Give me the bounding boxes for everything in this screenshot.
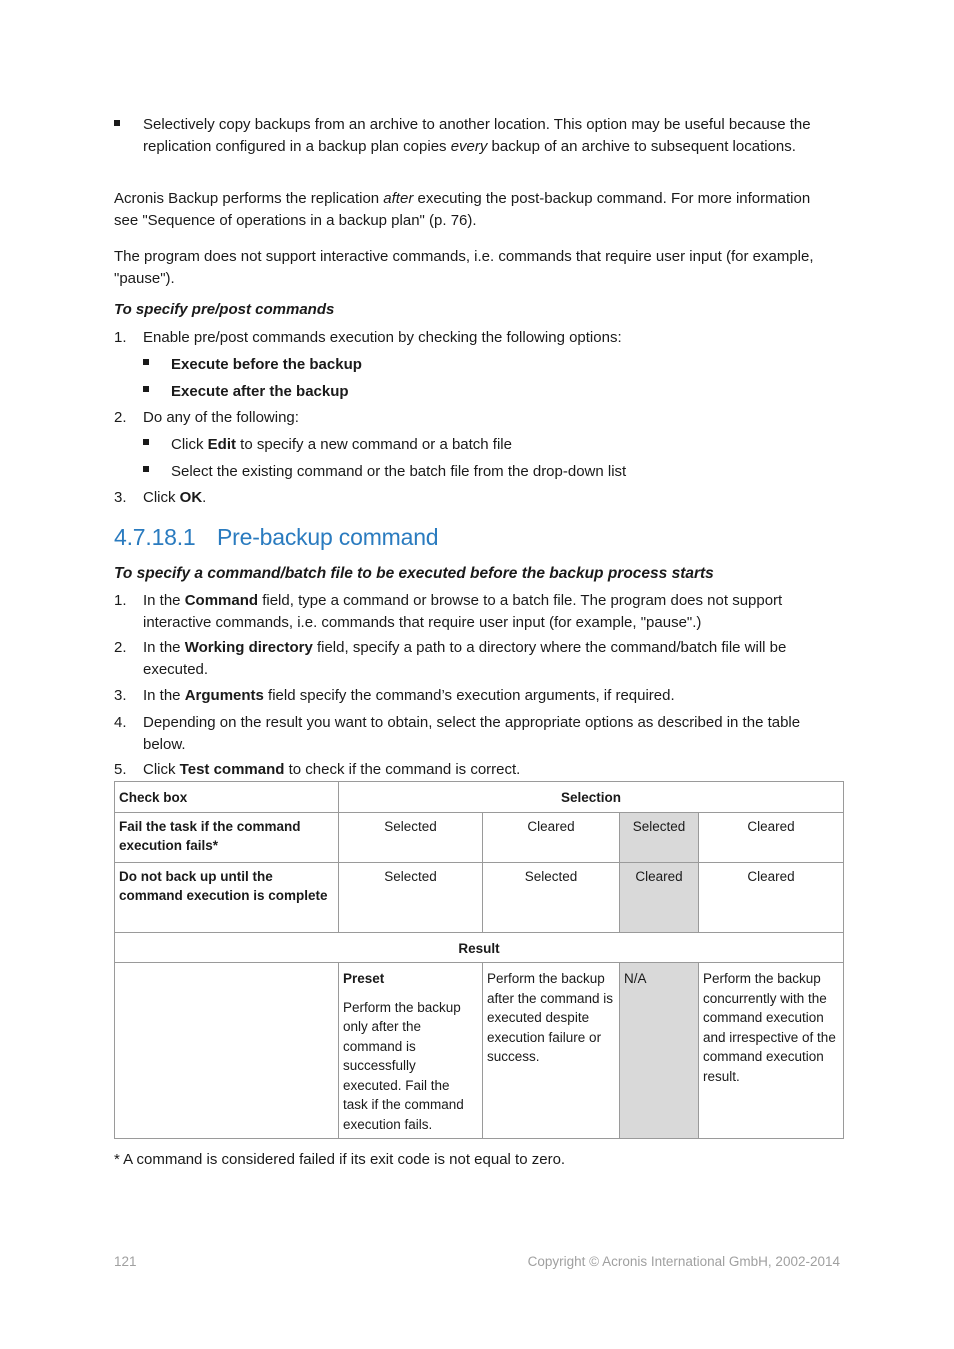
table-row (115, 862, 844, 932)
section-title (114, 524, 439, 550)
table-cell: Cleared (699, 812, 844, 862)
step-text: Click OK. (143, 489, 207, 506)
table-cell-empty (115, 963, 339, 1139)
replication-paragraph: Acronis Backup performs the replication after executing the post-backup command. For more information see "Sequence of operations in a backup plan" (p. 76). (114, 190, 811, 229)
row-label-fail-task: Fail the task if the command execution fails* (115, 812, 339, 862)
step-option-edit: Click Edit to specify a new command or a batch file (171, 436, 512, 453)
step-text-command: In the Command field, type a command or browse to a batch file. The program does not support interactive commands, i.e. commands that require user input (for example, "pause".) (143, 592, 783, 631)
bullet-marker (143, 386, 149, 392)
table-row (115, 812, 844, 862)
step-text: Do any of the following: (143, 409, 299, 426)
step-number: 1. (114, 592, 127, 609)
step-number: 3. (114, 687, 127, 704)
result-cell: Perform the backup concurrently with the command execution and irrespective of the command execution result. (699, 963, 844, 1139)
page-number: 121 (114, 1254, 137, 1269)
bullet-marker (143, 439, 149, 445)
procedure-heading: To specify a command/batch file to be executed before the backup process starts (114, 565, 714, 582)
table-header-row (115, 782, 844, 813)
step-number: 4. (114, 714, 127, 731)
procedure-heading: To specify pre/post commands (114, 301, 335, 318)
step-text: Enable pre/post commands execution by checking the following options: (143, 329, 622, 346)
footnote: * A command is considered failed if its exit code is not equal to zero. (114, 1151, 566, 1168)
step-text-test-command: Click Test command to check if the command is correct. (143, 761, 521, 778)
row-label-do-not-back-up: Do not back up until the command execution is complete (115, 862, 339, 932)
table-cell: Selected (339, 812, 483, 862)
preset-label: Preset (343, 971, 385, 986)
table-cell: Selected (620, 812, 699, 862)
header-check-box: Check box (115, 782, 339, 813)
option-execute-before: Execute before the backup (171, 356, 362, 373)
step-number: 5. (114, 761, 127, 778)
table-row (115, 963, 844, 1139)
copyright-notice: Copyright © Acronis International GmbH, 2002-2014 (527, 1254, 840, 1269)
header-result: Result (115, 932, 844, 963)
step-number: 2. (114, 409, 127, 426)
table-cell: Cleared (620, 862, 699, 932)
step-text-arguments: In the Arguments field specify the command’s execution arguments, if required. (143, 687, 675, 704)
table-cell: Cleared (483, 812, 620, 862)
table-cell: Selected (339, 862, 483, 932)
table-cell: Selected (483, 862, 620, 932)
step-text-working-directory: In the Working directory field, specify a path to a directory where the command/batch file will be executed. (143, 639, 787, 678)
result-text: Perform the backup only after the command is successfully executed. Fail the task if the command execution fails. (343, 999, 464, 1132)
interactive-commands-note: The program does not support interactive commands, i.e. commands that require user input (for example, "pause"). (114, 248, 814, 287)
step-number: 2. (114, 639, 127, 656)
result-cell: Perform the backup after the command is executed despite execution failure or success. (483, 963, 620, 1139)
header-selection: Selection (339, 782, 844, 813)
result-cell: N/A (620, 963, 699, 1139)
step-text-options: Depending on the result you want to obtain, select the appropriate options as described in the table below. (143, 714, 801, 753)
replication-bullet-text: Selectively copy backups from an archive to another location. This option may be useful because the replication configured in a backup plan copies every backup of an archive to subsequent locations. (143, 116, 811, 155)
result-cell-preset (339, 963, 483, 1139)
bullet-marker (143, 466, 149, 472)
section-number: 4.7.18.1 (114, 524, 196, 550)
step-option-select: Select the existing command or the batch file from the drop-down list (171, 463, 627, 480)
step-number: 1. (114, 329, 127, 346)
table-result-header-row (115, 932, 844, 963)
bullet-marker (143, 359, 149, 365)
section-title-text: Pre-backup command (217, 524, 439, 550)
bullet-marker (114, 120, 120, 126)
step-number: 3. (114, 489, 127, 506)
options-table (114, 781, 844, 1139)
option-execute-after: Execute after the backup (171, 383, 349, 400)
table-cell: Cleared (699, 862, 844, 932)
